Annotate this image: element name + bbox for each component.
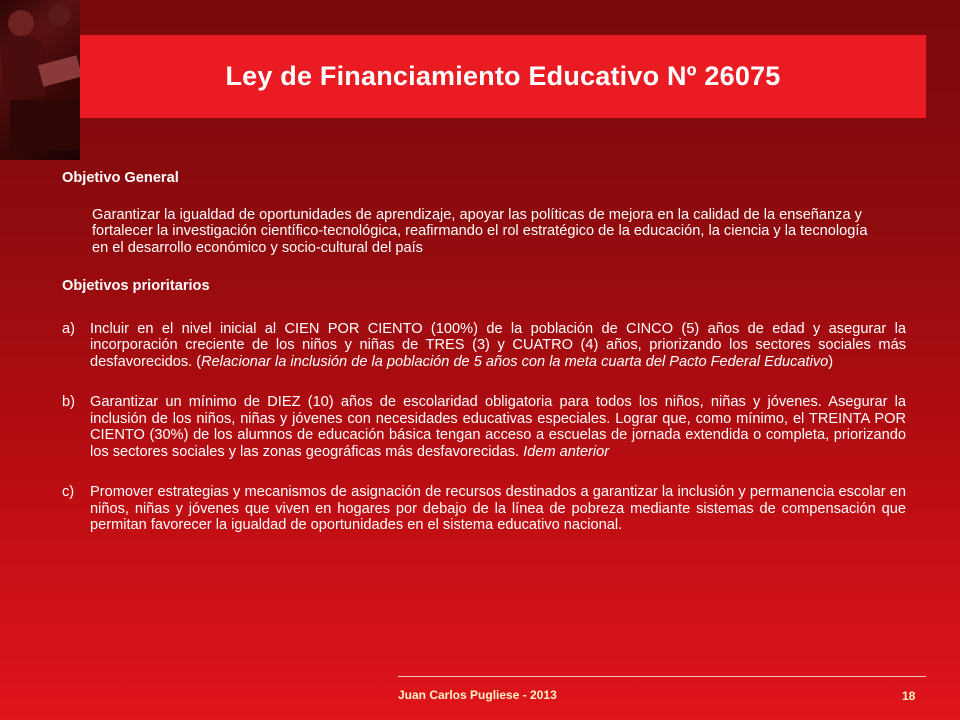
objective-text [90, 394, 906, 460]
objective-main-text: Incluir en el nivel inicial al CIEN POR CIENTO (100%) de la población de CINCO (5) años de edad y asegurar la incorporación creciente de los niños y niñas de TRES (3) y CUATRO (4) años, priorizando los sectores sociales más desfavorecidos. ( [90, 320, 906, 370]
objective-item-b [62, 394, 906, 460]
photo-figure-head-2 [48, 4, 70, 26]
objective-item-c [62, 484, 906, 534]
photo-desk [10, 100, 80, 150]
page-number: 18 [902, 689, 916, 703]
objective-marker: a) [62, 320, 75, 337]
footer-divider [398, 676, 926, 677]
objective-main-text: Promover estrategias y mecanismos de asignación de recursos destinados a garantizar la inclusión y permanencia escolar en niños, niñas y jóvenes que viven en hogares por debajo de la línea de pobreza mediante sistemas de compensación que permitan favorecer la igualdad de oportunidades en el sistema educativo nacional. [90, 484, 906, 533]
photo-figure-head [8, 10, 34, 36]
objective-note: Relacionar la inclusión de la población de 5 años con la meta cuarta del Pacto Federal Educativo [201, 353, 829, 370]
footer-author: Juan Carlos Pugliese - 2013 [398, 688, 557, 702]
objective-text [90, 484, 906, 534]
objetivo-general-text: Garantizar la igualdad de oportunidades de aprendizaje, apoyar las políticas de mejora en la calidad de la enseñanza y fortalecer la investigación científico-tecnológica, reafirmando el rol estratégico de la educación, la ciencia y la tecnología en el desarrollo económico y socio-cultural del país [92, 206, 868, 256]
objective-main-text: Garantizar un mínimo de DIEZ (10) años de escolaridad obligatoria para todos los niños, niñas y jóvenes. Asegurar la inclusión de los niños, niñas y jóvenes con necesidades educativas especiales. Lograr que, como mínimo, el TREINTA POR CIENTO (30%) de los alumnos de educación básica tengan acceso a escuelas de jornada extendida o completa, priorizando los sectores sociales y las zonas geográficas más desfavorecidas. [90, 394, 906, 460]
objective-marker: c) [62, 484, 75, 500]
objective-note: Idem anterior [523, 443, 610, 460]
objective-marker: b) [62, 394, 75, 410]
header-photo [0, 0, 80, 160]
objetivos-prioritarios-heading: Objetivos prioritarios [62, 278, 210, 294]
objective-item-a [62, 321, 906, 371]
slide-content [62, 170, 906, 534]
slide-title: Ley de Financiamiento Educativo Nº 26075 [225, 61, 781, 91]
objective-text [90, 321, 906, 371]
objective-tail: ) [828, 353, 834, 370]
objetivo-general-heading: Objetivo General [62, 170, 179, 186]
